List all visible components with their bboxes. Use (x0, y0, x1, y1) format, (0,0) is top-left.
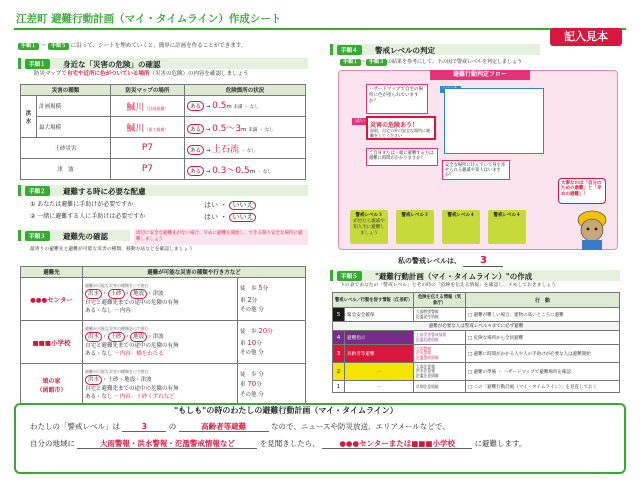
shelter-content: －内容：橋をわたる (114, 351, 164, 358)
level3b-box (396, 210, 434, 244)
unit-min: 分 (258, 391, 264, 398)
type-quake: 地震 (124, 376, 136, 383)
step3-label: 手順３ (25, 231, 50, 241)
time-car: 10 (247, 338, 257, 347)
hazard-tail: ・ なし (240, 148, 256, 154)
step3-desc: 最寄りの避難先と避難が可能な災害の種類、移動方法などを確認しましょう (30, 247, 194, 252)
tl-name: 高齢者等避難 (345, 345, 414, 363)
mode-walk: 徒 歩 (240, 286, 257, 293)
hazard-map: P7 (141, 143, 154, 153)
level3b-label: 警戒レベル３ (401, 213, 429, 218)
unit-min: 分 (258, 306, 264, 313)
hazard-arrow: → (205, 147, 211, 154)
mode-car: 車 (240, 340, 246, 347)
hazard-value: 土石流 (212, 144, 240, 155)
hazard-tail: 未満 ・ なし (233, 105, 259, 110)
tl-info: 大雨警報 洪水警報 氾濫警戒情報 (413, 345, 465, 363)
answer-yes: はい (204, 201, 218, 209)
step2-a2 (204, 213, 256, 222)
shelter-content: －内容：土砂くずれなど (114, 394, 175, 401)
hazard-col3: 危険箇所の状況 (184, 85, 305, 96)
result-value: 3 (463, 256, 503, 267)
hazard-kind: 津 波 (21, 159, 111, 180)
summary-place: ●●●センターまたは■■■小学校 (322, 440, 472, 449)
tl-name: 避難指示 (345, 331, 414, 345)
page-title: 江差町 避難行動計画（マイ・タイムライン）作成シート (16, 13, 282, 25)
summary-l2c: に避難します。 (474, 439, 527, 448)
type-sediment: 土砂 (108, 289, 125, 299)
danger-box (366, 116, 436, 140)
unit-min: 分 (251, 297, 258, 304)
hazard-col1: 災害の種類 (21, 85, 111, 96)
type-tsunami: 津波 (140, 376, 152, 383)
shelter-hint: 避難が可能な災害の種類を○で囲む (85, 325, 149, 331)
mascot-bubble: 大事なのは「自分のための避難」と「早めの避難」！ (558, 178, 606, 204)
summary-line2 (30, 440, 526, 449)
hazard-arrow: → (205, 104, 211, 110)
time-car: 2 (247, 295, 252, 304)
flow-q-a: ご自身または一緒に避難する方は避難に時間がかかりますか？ (366, 148, 438, 166)
summary-l1c: なので、ニュースや防災放送、エリアメールなどで、 (271, 422, 450, 431)
intro-step-a: 手順１ (18, 43, 39, 50)
hazard-state: ある (187, 101, 204, 111)
step4-label: 手順４ (337, 45, 362, 55)
type-flood: 洪水 (85, 332, 102, 342)
step2-title: 避難する時に必要な配慮 (63, 187, 146, 196)
hazard-arrow: → (205, 126, 211, 133)
step2-header (18, 185, 308, 196)
shelter-name: ■■■小学校 (21, 321, 83, 364)
step1-desc-b: 自宅や近所に色がついている場所 (66, 71, 150, 77)
hazard-table (20, 84, 306, 180)
ref-sep: ～ (361, 59, 367, 65)
type-sediment: 土砂 (108, 332, 125, 342)
tl-info: 大雨特別警報 氾濫発生情報 (413, 308, 465, 322)
hazard-unit: m (241, 126, 247, 133)
summary-name: 高齢者等避難 (179, 423, 269, 432)
tl-info: 大雨注意報 洪水注意報 氾濫注意情報 (413, 363, 465, 381)
hazard-map: P7 (141, 164, 154, 174)
step5-desc: 下の表であなたの「警戒レベル」とその時の「危険を伝える情報」を確認し、メモしておきましょう (340, 283, 556, 288)
mode-other: その他 (240, 391, 257, 398)
mode-walk: 徒 歩 (240, 329, 257, 336)
shelter-content: －内容： (114, 308, 137, 315)
tl-action: □ 避難に時間がかかる人や人の手助けが必要な人は避難開始 (465, 345, 619, 363)
mascot-image (570, 208, 614, 250)
hazard-state: ある (187, 166, 204, 176)
summary-l1a: わたしの「警戒レベル」は (30, 422, 120, 431)
shelter-name: ●●●センター (21, 278, 83, 321)
time-walk: 20 (258, 327, 268, 336)
result-line (398, 256, 503, 267)
step4-desc-text: の結果を参考にして、下の図で警戒レベルを判定しましょう (387, 59, 522, 65)
intro-step-b: 手順５ (48, 43, 69, 50)
tl-col2: 危険を伝える情報（気象庁） (413, 293, 465, 308)
hazard-map: 鰔川 (126, 123, 145, 134)
summary-l2a: 自分の地域に (30, 439, 75, 448)
step4-desc (340, 59, 522, 66)
step4-header (330, 44, 540, 55)
level3-text: が出たら親戚や知人宅に避難しましょう (353, 219, 385, 236)
tl-name: 緊急安全確保 (345, 308, 414, 322)
step5-header (330, 270, 620, 281)
summary-l2b: を見聞きしたら、 (259, 439, 320, 448)
summary-line1 (30, 423, 450, 432)
hazard-state: ある (187, 145, 204, 155)
mode-other: その他 (240, 349, 257, 356)
shelter-danger: ある・なし (85, 308, 113, 315)
shelter-danger: ある・なし (85, 394, 113, 401)
shelter-col1: 避難先 (21, 267, 83, 278)
hazard-unit: m (249, 168, 256, 175)
step2-a1 (204, 201, 256, 210)
step1-title: 身近な「災害の危険」の確認 (63, 60, 161, 69)
step3-note: 周辺に安全な避難先がない場合、早めに避難を開始し、できる限り安全な場所に避難しましょう (134, 229, 308, 245)
level3-label: 警戒レベル３ (355, 213, 383, 218)
safe-box (444, 88, 544, 154)
hazard-col2: 防災マップの場所 (110, 85, 184, 96)
tl-level: 1 (333, 381, 345, 393)
summary-title: "もしも"の時のわたしの避難行動計画（マイ・タイムライン） (174, 406, 398, 415)
unit-min: 分 (258, 349, 264, 356)
step1-desc-c: （災害の危険）の内容を確認しましょう (149, 71, 249, 77)
hazard-unit: m (226, 104, 232, 110)
hazard-kind: 土砂災害 (21, 138, 111, 159)
level4a-label: 警戒レベル４ (447, 213, 475, 218)
unit-min: 分 (256, 340, 262, 347)
tl-name: － (345, 363, 414, 381)
step3-title: 避難先の確認 (63, 232, 108, 241)
hazard-tail: ・ なし (256, 169, 272, 175)
result-label: 私の警戒レベルは、 (398, 257, 461, 265)
mode-other: その他 (240, 306, 257, 313)
tl-action: □ この「避難行動計画（マイ・タイムライン）」を見直しておく (465, 381, 619, 393)
sample-badge: 記入見本 (550, 28, 622, 46)
step3-header (18, 230, 130, 241)
step5-label: 手順５ (337, 271, 362, 281)
step1-desc (34, 72, 248, 78)
time-car: 70 (247, 380, 257, 389)
answer-no: いいえ (229, 213, 256, 222)
answer-dot: ・ (220, 201, 228, 209)
hazard-map: 鰔川 (126, 102, 145, 113)
step5-title: "避難行動計画（マイ・タイムライン）"の作成 (375, 272, 533, 281)
shelter-hint: 避難が可能な災害の種類を○で囲む (85, 368, 149, 374)
unit-min: 分 (256, 382, 262, 389)
hazard-map-note: （計画規模） (144, 105, 169, 111)
tl-note: 避難が必要な人は警戒レベル４までに必ず避難 (333, 322, 620, 331)
danger-label: 災害の危険あり！ (370, 122, 419, 129)
shelter-route: 自宅と避難先までの途中の危険の有無 (85, 299, 179, 306)
unit-min: 分 (267, 329, 273, 336)
step2-q2: ② 一緒に避難する人に手助けは必要ですか (30, 213, 146, 220)
tl-action: □ 避難が難しい場合、建物の高いところに避難 (465, 308, 619, 322)
hazard-tail: 未満 ・ なし (248, 127, 274, 133)
answer-yes: はい (204, 213, 218, 221)
summary-level: 3 (122, 423, 166, 432)
step1-label: 手順１ (25, 59, 50, 69)
level4a-box (442, 210, 480, 244)
flow-yes: はい (352, 118, 368, 125)
tl-level: 3 (333, 345, 345, 363)
shelter-hint: 避難が可能な災害の種類を○で囲む (85, 282, 149, 288)
mode-car: 車 (240, 297, 246, 304)
shelter-col2: 避難が可能な災害の種類や行き方など (83, 267, 306, 278)
level4b-label: 警戒レベル４ (493, 213, 521, 218)
shelter-danger: ある・なし (85, 351, 113, 358)
unit-min: 分 (258, 371, 264, 378)
intro-line (18, 43, 246, 50)
danger-note: 原則、自宅の外の安全な場所に避難をしてください (370, 128, 430, 138)
intro-sep: ～ (40, 43, 47, 49)
tl-action: □ 危険な場所から全員避難 (465, 331, 619, 345)
hazard-kind: 計画規模 (37, 96, 111, 117)
hazard-map-note: （最大規模） (144, 126, 169, 132)
flow-q-b: 安全な場所に住んでいて身を寄せられる親戚や知人はいますか？ (442, 160, 510, 180)
hazard-value: 0.5 (212, 101, 227, 111)
step4-title: 警戒レベルの判定 (375, 46, 435, 55)
tl-info: 早期注意情報 (413, 381, 465, 393)
ref-step3: 手順３ (366, 59, 387, 66)
type-flood: 洪水 (85, 375, 102, 385)
intro-text: に沿って、シートを埋めていくと、簡単に計画を作ることができます。 (70, 43, 247, 49)
type-tsunami: 津波 (152, 333, 164, 340)
tl-name: － (345, 381, 414, 393)
type-tsunami: 津波 (152, 290, 164, 297)
tl-col1: 警戒レベル／行動を促す情報（江差町） (333, 293, 414, 308)
step1-desc-a: 防災マップで (34, 71, 67, 77)
level3-box (350, 210, 388, 244)
answer-dot: ・ (220, 213, 228, 221)
flood-group: 洪 水 (21, 96, 37, 138)
ref-step1: 手順１ (340, 59, 361, 66)
step2-q1: ① あなたは避難に手助けが必要ですか (30, 201, 134, 208)
timeline-table (332, 292, 620, 393)
step2-label: 手順２ (25, 186, 50, 196)
shelter-name: 娘の家 （函館市） (21, 364, 83, 407)
hazard-value: 0.5～3 (212, 123, 242, 134)
time-walk: 5 (258, 284, 263, 293)
step1-header (18, 58, 308, 69)
shelter-table: 避難先 避難が可能な災害の種類や行き方など ●●●センター 避難が可能な災害の種類を○で囲む 洪水 ・ 土砂 ・ 地震 ・津波 自宅と避難先までの途中の危険の有無 ある・なし －内容： 徒 歩 5分 車 2分 その他 分 ■■■小学校 避難が可能な災害の種類を○で囲む 洪水 ・ 土砂 ・ 地震 ・津波 自宅と避難先までの途中の危険の有無 ある・なし －内容：橋をわたる 徒 歩 20分 車 10分 その他 分 娘の家 （函館市） 避難が可能な災害の種類を○で囲む 洪水 ・土砂・地震・津波 自宅と避難先までの途中の危険の有無 ある・なし －内容：土砂くずれなど 徒 歩 分 車 70分 その他 分 (20, 266, 306, 407)
mode-walk: 徒 歩 (240, 371, 257, 378)
tl-level: 4 (333, 331, 345, 345)
tl-action: □ 避難の準備 ・ ハザードマップで避難場所を確認 (465, 363, 619, 381)
type-quake: 地震 (130, 332, 147, 342)
unit-min: 分 (262, 286, 269, 293)
hazard-state: ある (187, 124, 204, 134)
tl-level: 2 (333, 363, 345, 381)
flow-title: 避難行動判定フロー (430, 70, 530, 80)
summary-info: 大雨警報・洪水警報・氾濫警戒情報など (77, 440, 257, 449)
tl-info: 土砂災害警戒情報 氾濫危険情報 (413, 331, 465, 345)
hazard-value: 0.3～0.5 (212, 165, 250, 176)
flow-start-question: ハザードマップで自宅の場所に色が塗られていますか？ (366, 84, 428, 114)
type-flood: 洪水 (85, 289, 102, 299)
mode-car: 車 (240, 382, 246, 389)
type-quake: 地震 (130, 289, 147, 299)
tl-level: 5 (333, 308, 345, 322)
type-sediment: 土砂 (107, 376, 119, 383)
tl-col3: 行 動 (465, 293, 619, 308)
level4b-box (488, 210, 526, 244)
hazard-arrow: → (205, 168, 211, 175)
hazard-kind: 最大規模 (37, 117, 111, 138)
summary-l1b: の (168, 422, 177, 431)
answer-no: いいえ (229, 201, 256, 210)
shelter-route: 自宅と避難先までの途中の危険の有無 (85, 385, 179, 392)
shelter-route: 自宅と避難先までの途中の危険の有無 (85, 342, 179, 349)
